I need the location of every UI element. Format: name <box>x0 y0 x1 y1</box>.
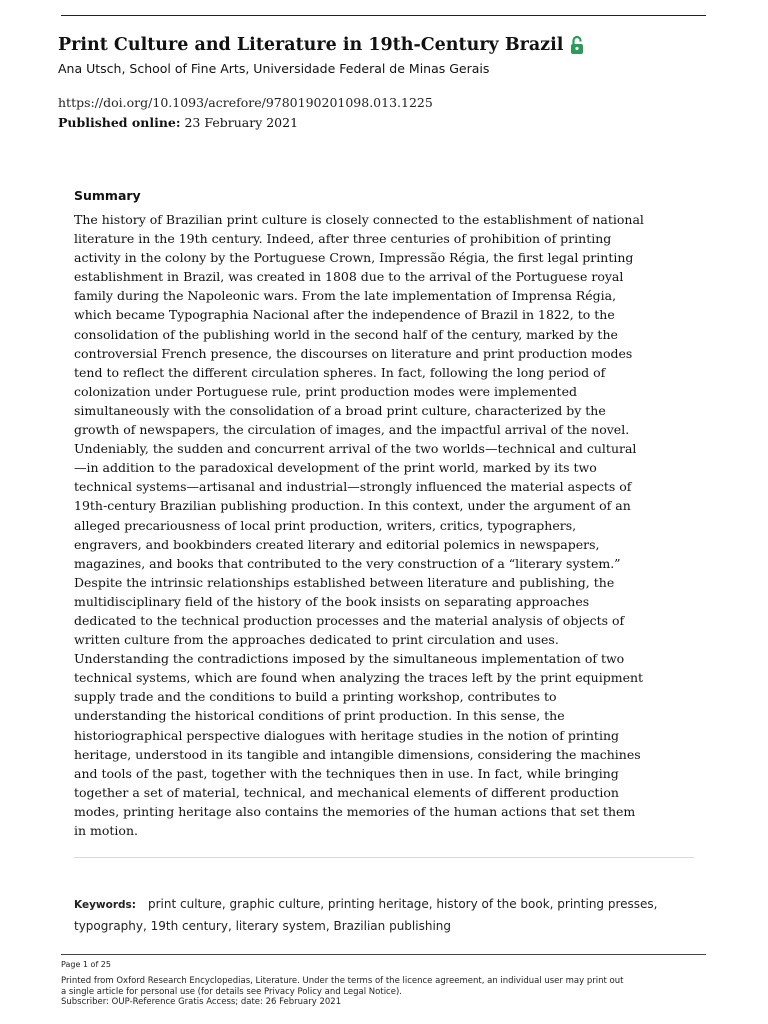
keywords-section <box>74 894 694 937</box>
published-date: 23 February 2021 <box>184 115 299 130</box>
summary-line: literature in the 19th century. Indeed, after three centuries of prohibition of printing <box>74 231 612 247</box>
summary-line: understanding the historical conditions of print production. In this sense, the <box>74 708 565 724</box>
print-notice-line-3: Subscriber: OUP-Reference Gratis Access; date: 26 February 2021 <box>61 997 342 1007</box>
keywords-label: Keywords: <box>74 899 136 911</box>
summary-body <box>74 210 694 840</box>
summary-line: in motion. <box>74 823 138 838</box>
summary-line: alleged precariousness of local print production, writers, critics, typographers, <box>74 517 577 533</box>
published-online <box>58 115 298 130</box>
author-affiliation: Ana Utsch, School of Fine Arts, Universidade Federal de Minas Gerais <box>58 61 490 76</box>
summary-line: technical systems—artisanal and industrial—strongly influenced the material aspects of <box>74 479 632 495</box>
keywords-text-1: print culture, graphic culture, printing heritage, history of the book, printing presses, <box>147 897 658 911</box>
summary-heading: Summary <box>74 188 141 203</box>
summary-line: heritage, understood in its tangible and intangible dimensions, considering the machines <box>74 746 641 762</box>
summary-line: family during the Napoleonic wars. From the late implementation of Imprensa Régia, <box>74 288 617 304</box>
summary-line: Understanding the contradictions imposed by the simultaneous implementation of two <box>74 651 625 667</box>
summary-line: tend to reflect the different circulation spheres. In fact, following the long period of <box>74 364 606 380</box>
summary-line: 19th-century Brazilian publishing production. In this context, under the argument of an <box>74 498 631 514</box>
summary-line: historiographical perspective dialogues with heritage studies in the notion of printing <box>74 727 619 743</box>
summary-line: consolidation of the publishing world in the second half of the century, marked by the <box>74 326 618 342</box>
footer-rule <box>61 954 706 955</box>
summary-line: controversial French presence, the discourses on literature and print production modes <box>74 345 633 361</box>
open-access-lock-icon <box>569 35 585 55</box>
summary-line: growth of newspapers, the circulation of images, and the impactful arrival of the novel. <box>74 422 630 438</box>
keywords-line-1 <box>74 894 694 916</box>
summary-line: together a set of material, technical, and mechanical elements of different production <box>74 784 619 800</box>
summary-line: technical systems, which are found when analyzing the traces left by the print equipment <box>74 670 644 686</box>
title-row <box>58 35 585 55</box>
summary-line: activity in the colony by the Portuguese Crown, Impressão Régia, the first legal printing <box>74 250 634 266</box>
article-title: Print Culture and Literature in 19th-Century Brazil <box>58 35 564 55</box>
summary-line: establishment in Brazil, was created in 1808 due to the arrival of the Portuguese royal <box>74 269 624 285</box>
print-notice-line-1: Printed from Oxford Research Encyclopedias, Literature. Under the terms of the licence agreement, an individual user may print out <box>61 976 624 986</box>
summary-line: and tools of the past, together with the techniques then in use. In fact, while bringing <box>74 765 619 781</box>
summary-line: —in addition to the paradoxical development of the print world, marked by its two <box>74 460 597 476</box>
summary-line: supply trade and the conditions to build a printing workshop, contributes to <box>74 689 557 705</box>
summary-line: The history of Brazilian print culture is closely connected to the establishment of national <box>74 212 644 227</box>
summary-line: simultaneously with the consolidation of a broad print culture, characterized by the <box>74 402 606 418</box>
summary-line: Undeniably, the sudden and concurrent arrival of the two worlds—technical and cultural <box>74 441 637 457</box>
summary-line: Despite the intrinsic relationships established between literature and publishing, the <box>74 574 615 590</box>
summary-separator <box>74 857 694 858</box>
print-notice-line-2: a single article for personal use (for details see Privacy Policy and Legal Notice). <box>61 986 402 997</box>
summary-line: magazines, and books that contributed to the very construction of a “literary system.” <box>74 555 621 571</box>
page-number: Page 1 of 25 <box>61 960 111 969</box>
print-notice <box>61 976 711 1008</box>
summary-line: dedicated to the technical production processes and the material analysis of objects of <box>74 612 625 628</box>
summary-line: written culture from the approaches dedicated to print circulation and uses. <box>74 632 559 648</box>
summary-line: multidisciplinary field of the history of the book insists on separating approaches <box>74 593 590 609</box>
keywords-line-2: typography, 19th century, literary system, Brazilian publishing <box>74 919 451 933</box>
summary-line: modes, printing heritage also contains the memories of the human actions that set them <box>74 803 636 819</box>
doi-link[interactable]: https://doi.org/10.1093/acrefore/9780190201098.013.1225 <box>58 95 433 110</box>
header-rule <box>61 15 706 16</box>
summary-line: colonization under Portuguese rule, print production modes were implemented <box>74 383 577 399</box>
published-label: Published online: <box>58 115 181 130</box>
summary-line: engravers, and bookbinders created literary and editorial polemics in newspapers, <box>74 536 600 552</box>
summary-line: which became Typographia Nacional after the independence of Brazil in 1822, to the <box>74 307 615 323</box>
